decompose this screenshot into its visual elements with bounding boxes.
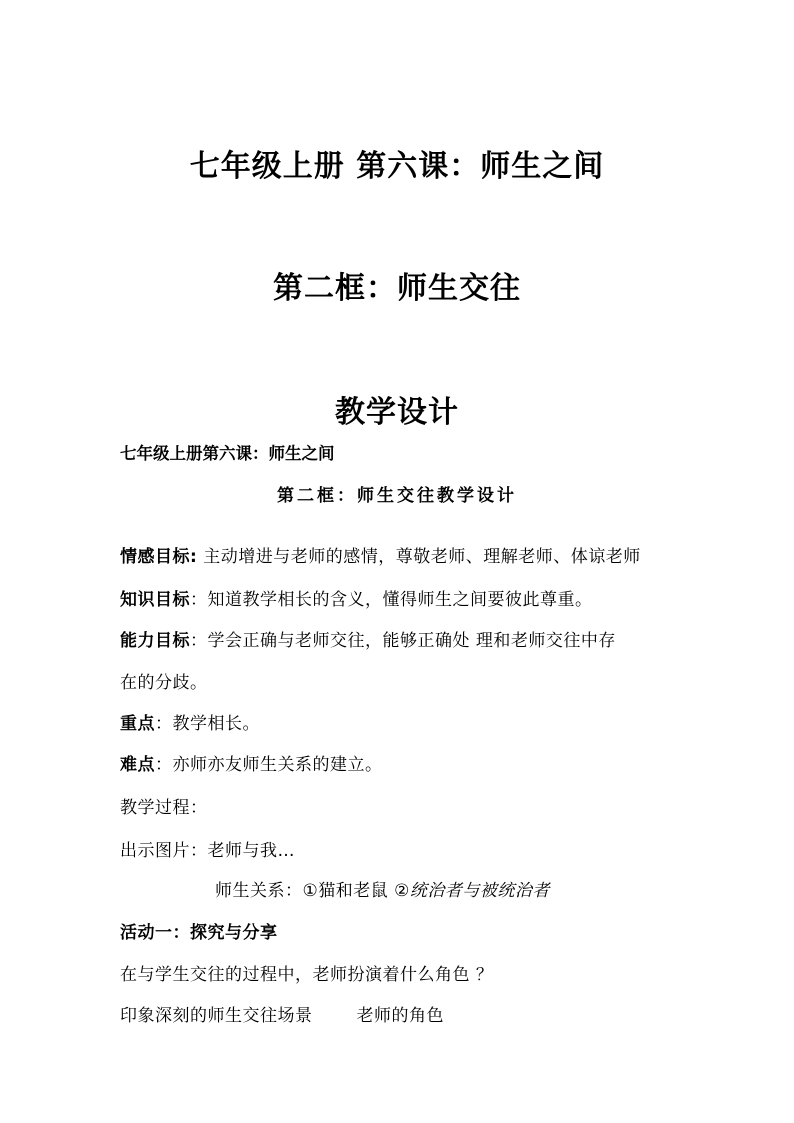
relationship-prefix: 师生关系：①猫和老鼠 ② xyxy=(215,881,410,901)
ability-objective xyxy=(120,626,616,651)
key-point xyxy=(120,709,260,734)
question-line: 在与学生交往的过程中，老师扮演着什么角色 ？ xyxy=(120,965,494,985)
difficulty-label: 难点 xyxy=(120,755,155,775)
difficulty xyxy=(120,750,383,775)
design-subtitle: 第二框：师生交往教学设计 xyxy=(277,486,517,506)
key-point-text: ：教学相长。 xyxy=(155,714,260,734)
ability-objective-text: ：学会正确与老师交往，能够正确处 理和老师交往中存 xyxy=(190,631,616,651)
emotion-objective-label: 情感目标: xyxy=(120,547,198,567)
show-picture-line: 出示图片：老师与我… xyxy=(120,841,295,861)
scene-col-1: 印象深刻的师生交往场景 xyxy=(120,1006,313,1026)
relationship-italic: 统治者与被统治者 xyxy=(409,881,550,901)
activity-one-heading: 活动一：探究与分享 xyxy=(120,923,278,943)
ability-objective-label: 能力目标 xyxy=(120,631,190,651)
knowledge-objective-text: ：知道教学相长的含义，懂得师生之间要彼此尊重。 xyxy=(190,590,593,610)
difficulty-text: ：亦师亦友师生关系的建立。 xyxy=(155,755,383,775)
key-point-label: 重点 xyxy=(120,714,155,734)
design-title: 教学设计 xyxy=(335,395,459,430)
teaching-process-label: 教学过程： xyxy=(120,798,208,818)
emotion-objective-text: 主动增进与老师的感情，尊敬老师、理解老师、体谅老师 xyxy=(197,547,641,567)
section-title: 第二框：师生交往 xyxy=(273,271,521,306)
emotion-objective xyxy=(120,542,641,567)
lesson-line: 七年级上册第六课：师生之间 xyxy=(120,444,335,463)
ability-objective-continued: 在的分歧。 xyxy=(120,673,208,693)
scene-col-2: 老师的角色 xyxy=(356,1006,444,1026)
main-title: 七年级上册 第六课：师生之间 xyxy=(189,149,605,184)
scene-line xyxy=(120,1001,444,1026)
knowledge-objective-label: 知识目标 xyxy=(120,590,190,610)
relationship-line xyxy=(215,876,550,901)
knowledge-objective xyxy=(120,585,593,610)
